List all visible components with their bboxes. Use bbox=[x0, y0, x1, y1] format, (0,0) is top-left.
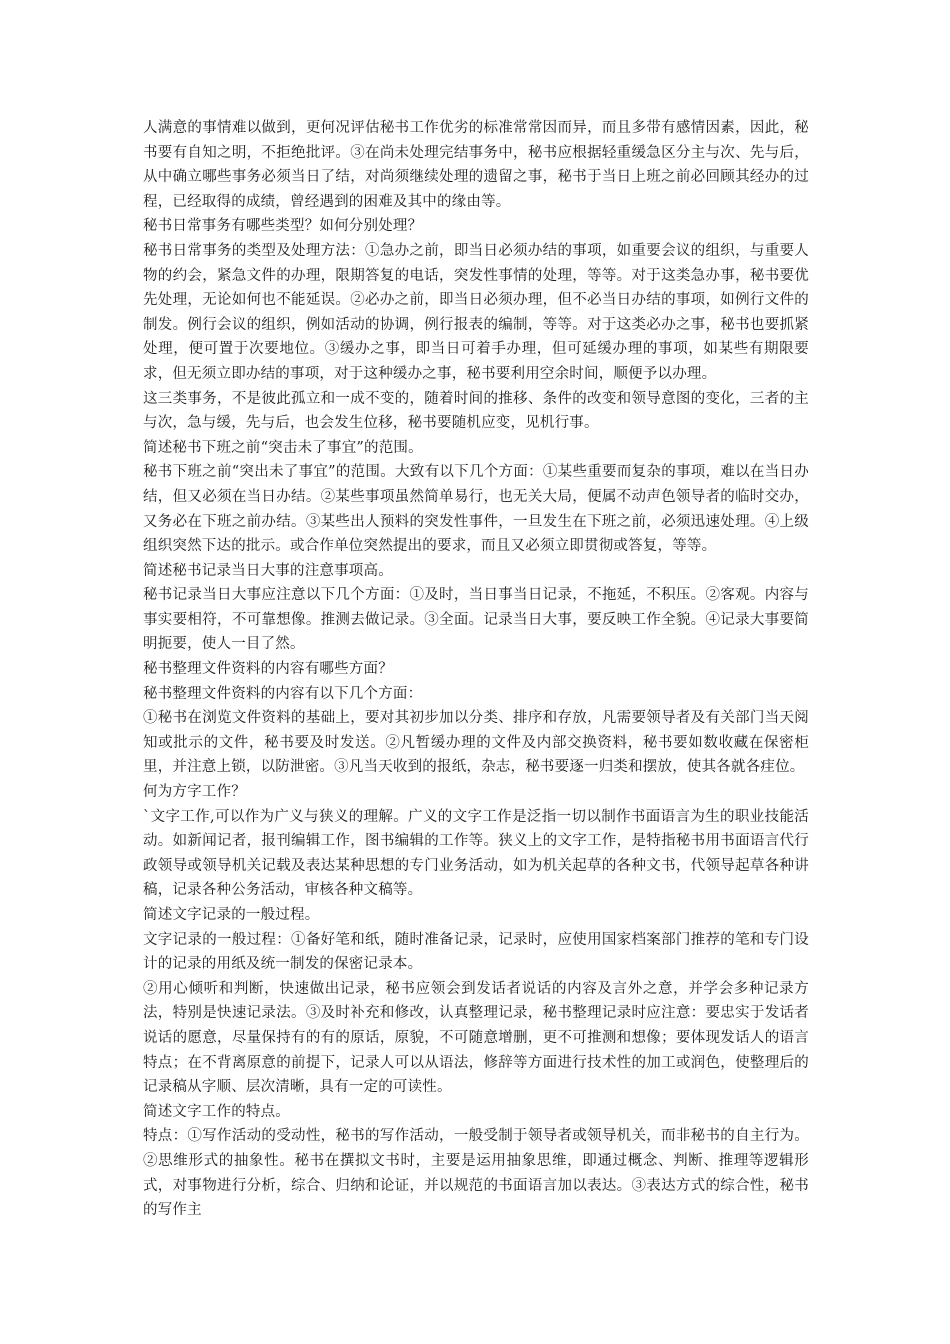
question-heading: 简述文字记录的一般过程。 bbox=[143, 907, 320, 923]
question-heading: 秘书整理文件资料的内容有哪些方面？ bbox=[143, 661, 393, 678]
paragraph: 秘书日常事务的类型及处理方法：①急办之前，即当日必须办结的事项，如重要会议的组织，与重要人物的约会，紧急文件的办理，限期答复的电话，突发性事情的处理，等等。对于这类急办事，秘书要优先处理，无论如何也不能延误。②必办之前，即当日必须办理，但不必当日办结的事项，如例行文件的制发。例行会议的组织，例如活动的协调，例行报表的编制，等等。对于这类必办之事，秘书也要抓紧处理，便可置于次要地位。③缓办之事，即当日可着手办理，但可延缓办理的事项，如某些有期限要求，但无须立即办结的事项，对于这种缓办之事，秘书要利用空余时间，顺便予以办理。 bbox=[143, 242, 809, 382]
paragraph: 秘书记录当日大事应注意以下几个方面：①及时，当日事当日记录，不拖延，不积压。②客观。内容与事实要相符，不可靠想像。推测去做记录。③全面。记录当日大事，要反映工作全貌。④记录大事要简明扼要，使人一目了然。 bbox=[143, 587, 809, 653]
paragraph: `文字工作,可以作为广义与狭义的理解。广义的文字工作是泛指一切以制作书面语言为生的职业技能活动。如新闻记者，报刊编辑工作，图书编辑的工作等。狭义上的文字工作，是特指秘书用书面语言代行政领导或领导机关记载及表达某种思想的专门业务活动，如为机关起草的各种文书，代领导起草各种讲稿，记录各种公务活动，审核各种文稿等。 bbox=[143, 808, 809, 899]
question-heading: 秘书日常事务有哪些类型？如何分别处理？ bbox=[143, 218, 423, 235]
paragraph: 秘书下班之前“突出未了事宜”的范围。大致有以下几个方面：①某些重要而复杂的事项，难以在当日办结，但又必须在当日办结。②某些事项虽然简单易行，也无关大局，便属不动声色领导者的临时交办，又务必在下班之前办结。③某些出人预料的突发性事件，一旦发生在下班之前，必须迅速处理。④上级组织突然下达的批示。或合作单位突然提出的要求，而且又必须立即贯彻或答复，等等。 bbox=[143, 464, 809, 555]
paragraph: 文字记录的一般过程：①备好笔和纸，随时准备记录，记录时，应使用国家档案部门推荐的笔和专门设计的记录的用纸及统一制发的保密记录本。 bbox=[143, 931, 809, 973]
paragraph: 特点：①写作活动的受动性，秘书的写作活动，一般受制于领导者或领导机关，而非秘书的自主行为。②思维形式的抽象性。秘书在撰拟文书时，主要是运用抽象思维，即通过概念、判断、推理等逻辑形式，对事物进行分析，综合、归纳和论证，并以规范的书面语言加以表达。③表达方式的综合性，秘书的写作主 bbox=[143, 1128, 809, 1219]
paragraph: 人满意的事情难以做到，更何况评估秘书工作优劣的标准常常因而异，而且多带有感情因素，因此，秘书要有自知之明，不拒绝批评。③在尚未处理完结事务中，秘书应根据轻重缓急区分主与次、先与后，从中确立哪些事务必须当日了结，对尚须继续处理的遗留之事，秘书于当日上班之前必回顾其经办的过程，已经取得的成绩，曾经遇到的困难及其中的缘由等。 bbox=[143, 120, 809, 210]
paragraph: ①秘书在浏览文件资料的基础上，要对其初步加以分类、排序和存放，凡需要领导者及有关部门当天阅知或批示的文件，秘书要及时发送。②凡暂缓办理的文件及内部交换资料，秘书要如数收藏在保密柜里，并注意上锁，以防泄密。③凡当天收到的报纸，杂志，秘书要逐一归类和摆放，使其各就各疰位。 bbox=[143, 710, 809, 776]
question-heading: 简述秘书下班之前“突击未了事宜”的范围。 bbox=[143, 439, 423, 456]
paragraph: ②用心倾听和判断，快速做出记录，秘书应领会到发话者说话的内容及言外之意，并学会多种记录方法，特别是快速记录法。③及时补充和修改，认真整理记录，秘书整理记录时应注意：要忠实于发话者说话的愿意，尽量保持有的有的原话，原貌，不可随意增删，更不可推测和想像；要体现发话人的语言特点；在不背离原意的前提下，记录人可以从语法，修辞等方面进行技术性的加工或润色，使整理后的记录稿从字顺、层次清晰，具有一定的可读性。 bbox=[143, 980, 809, 1096]
question-heading: 简述秘书记录当日大事的注意事项高。 bbox=[143, 562, 393, 579]
document-body bbox=[143, 116, 809, 1223]
paragraph: 这三类事务，不是彼此孤立和一成不变的，随着时间的推移、条件的改变和领导意图的变化，三者的主与次，急与缓，先与后，也会发生位移，秘书要随机应变，见机行事。 bbox=[143, 390, 809, 432]
question-heading: 简述文字工作的特点。 bbox=[143, 1103, 290, 1120]
paragraph: 秘书整理文件资料的内容有以下几个方面： bbox=[143, 685, 423, 702]
question-heading: 何为方字工作？ bbox=[143, 784, 246, 801]
